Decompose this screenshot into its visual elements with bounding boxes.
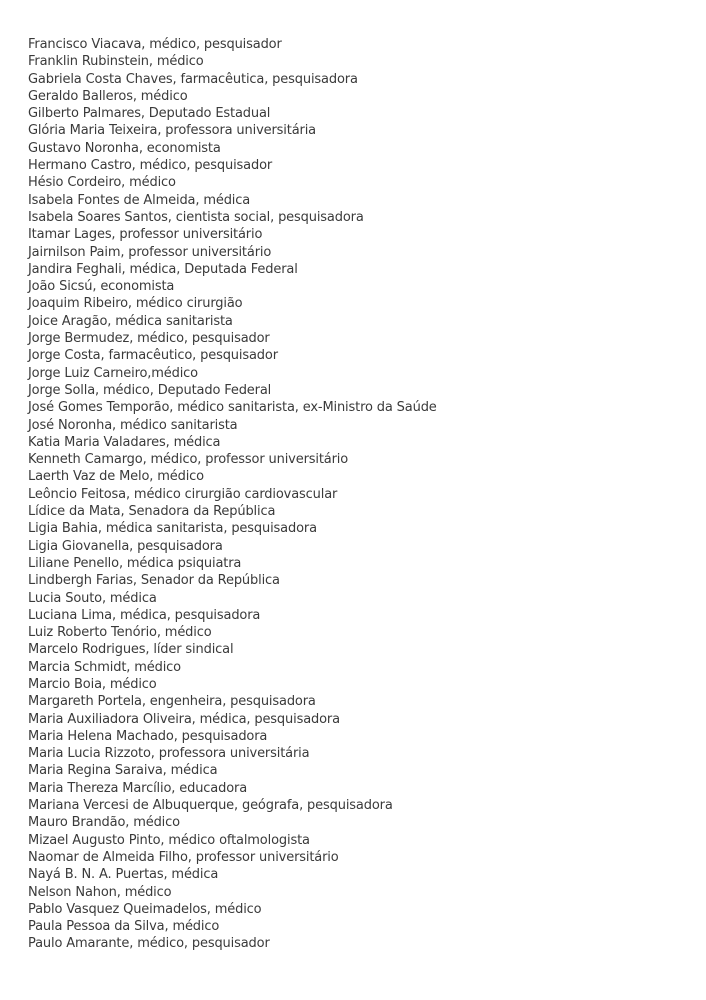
list-item: Mauro Brandão, médico (28, 815, 180, 831)
list-item: Jorge Costa, farmacêutico, pesquisador (28, 348, 278, 364)
list-item: Gabriela Costa Chaves, farmacêutica, pesquisadora (28, 71, 358, 87)
list-item: Pablo Vasquez Queimadelos, médico (28, 901, 262, 917)
list-item: Jandira Feghali, médica, Deputada Federal (28, 261, 298, 277)
list-item: Lindbergh Farias, Senador da República (28, 573, 280, 589)
list-item: Lucia Souto, médica (28, 590, 157, 606)
list-item: Maria Regina Saraiva, médica (28, 763, 218, 779)
list-item: Maria Helena Machado, pesquisadora (28, 728, 268, 744)
list-item: Luciana Lima, médica, pesquisadora (28, 607, 261, 623)
list-item: Nayá B. N. A. Puertas, médica (28, 867, 219, 883)
list-item: Naomar de Almeida Filho, professor universitário (28, 849, 339, 865)
list-item: Jorge Solla, médico, Deputado Federal (28, 382, 272, 398)
list-item: Glória Maria Teixeira, professora universitária (28, 123, 316, 139)
list-item: Leôncio Feitosa, médico cirurgião cardiovascular (28, 486, 338, 502)
list-item: Gustavo Noronha, economista (28, 140, 221, 156)
list-item: Nelson Nahon, médico (28, 884, 172, 900)
list-item: Francisco Viacava, médico, pesquisador (28, 37, 282, 52)
list-item: Laerth Vaz de Melo, médico (28, 469, 204, 485)
list-item: Paula Pessoa da Silva, médico (28, 919, 220, 935)
list-item: Maria Thereza Marcílio, educadora (28, 780, 248, 796)
list-item: Joaquim Ribeiro, médico cirurgião (28, 296, 243, 312)
list-item: Liliane Penello, médica psiquiatra (28, 555, 242, 571)
list-item: Mariana Vercesi de Albuquerque, geógrafa, pesquisadora (28, 798, 393, 814)
list-item: Marcia Schmidt, médico (28, 659, 181, 675)
list-item: Margareth Portela, engenheira, pesquisadora (28, 694, 316, 710)
list-item: Joice Aragão, médica sanitarista (28, 313, 233, 329)
list-item: Maria Auxiliadora Oliveira, médica, pesquisadora (28, 711, 340, 727)
list-item: Lídice da Mata, Senadora da República (28, 504, 276, 520)
list-item: Paulo Amarante, médico, pesquisador (28, 936, 270, 952)
list-item: José Noronha, médico sanitarista (28, 417, 238, 433)
list-item: Kenneth Camargo, médico, professor universitário (28, 452, 349, 468)
list-item: Jorge Luiz Carneiro,médico (28, 365, 198, 381)
list-item: José Gomes Temporão, médico sanitarista, ex-Ministro da Saúde (28, 400, 437, 416)
list-item: Mizael Augusto Pinto, médico oftalmologista (28, 832, 310, 848)
list-item: Franklin Rubinstein, médico (28, 54, 204, 70)
list-item: Katia Maria Valadares, médica (28, 434, 221, 450)
list-item: Jorge Bermudez, médico, pesquisador (28, 331, 270, 347)
list-item: Hermano Castro, médico, pesquisador (28, 158, 273, 174)
signatory-list (28, 36, 437, 953)
list-item: Ligia Giovanella, pesquisadora (28, 538, 223, 554)
list-item: Jairnilson Paim, professor universitário (28, 244, 272, 260)
list-item: João Sicsú, economista (28, 279, 175, 295)
list-item: Isabela Fontes de Almeida, médica (28, 192, 251, 208)
list-item: Maria Lucia Rizzoto, professora universitária (28, 746, 310, 762)
list-item: Luiz Roberto Tenório, médico (28, 625, 212, 641)
list-item: Gilberto Palmares, Deputado Estadual (28, 106, 271, 122)
list-item: Geraldo Balleros, médico (28, 88, 188, 104)
list-item: Marcelo Rodrigues, líder sindical (28, 642, 234, 658)
list-item: Itamar Lages, professor universitário (28, 227, 263, 243)
list-item: Hésio Cordeiro, médico (28, 175, 176, 191)
list-item: Ligia Bahia, médica sanitarista, pesquisadora (28, 521, 317, 537)
list-item: Marcio Boia, médico (28, 676, 157, 692)
list-item: Isabela Soares Santos, cientista social, pesquisadora (28, 209, 364, 225)
